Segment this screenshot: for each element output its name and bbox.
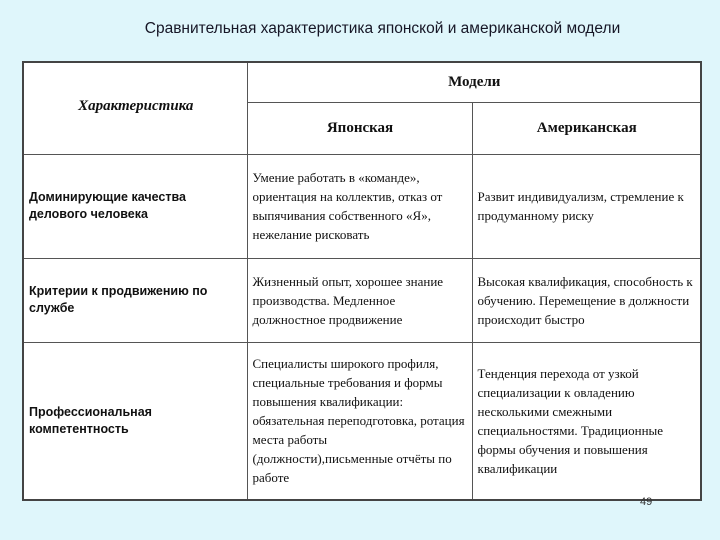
american-cell: Тенденция перехода от узкой специализации к овладению несколькими смежными специальностями. Традиционные формы обучения и повышения квалификации	[472, 342, 701, 500]
slide-title: Сравнительная характеристика японской и американской модели	[144, 20, 621, 37]
table-row	[23, 342, 701, 500]
header-characteristic: Характеристика	[23, 62, 247, 154]
header-japanese: Японская	[247, 102, 472, 154]
american-cell: Развит индивидуализм, стремление к продуманному риску	[472, 154, 701, 258]
japanese-cell: Жизненный опыт, хорошее знание производства. Медленное должностное продвижение	[247, 258, 472, 342]
page-number: 49	[640, 496, 653, 508]
row-label: Профессиональная компетентность	[23, 342, 247, 500]
header-american: Американская	[472, 102, 701, 154]
row-label: Критерии к продвижению по службе	[23, 258, 247, 342]
table-row	[23, 258, 701, 342]
japanese-cell: Умение работать в «команде», ориентация на коллектив, отказ от выпячивания собственного «Я», нежелание рисковать	[247, 154, 472, 258]
row-label: Доминирующие качества делового человека	[23, 154, 247, 258]
american-cell: Высокая квалификация, способность к обучению. Перемещение в должности происходит быстро	[472, 258, 701, 342]
header-models: Модели	[247, 62, 701, 102]
japanese-cell: Специалисты широкого профиля, специальные требования и формы повышения квалификации: обязательная переподготовка, ротация места работы (должности),письменные отчёты по работе	[247, 342, 472, 500]
header-row-models	[23, 62, 701, 102]
comparison-table	[22, 61, 702, 501]
table-row	[23, 154, 701, 258]
